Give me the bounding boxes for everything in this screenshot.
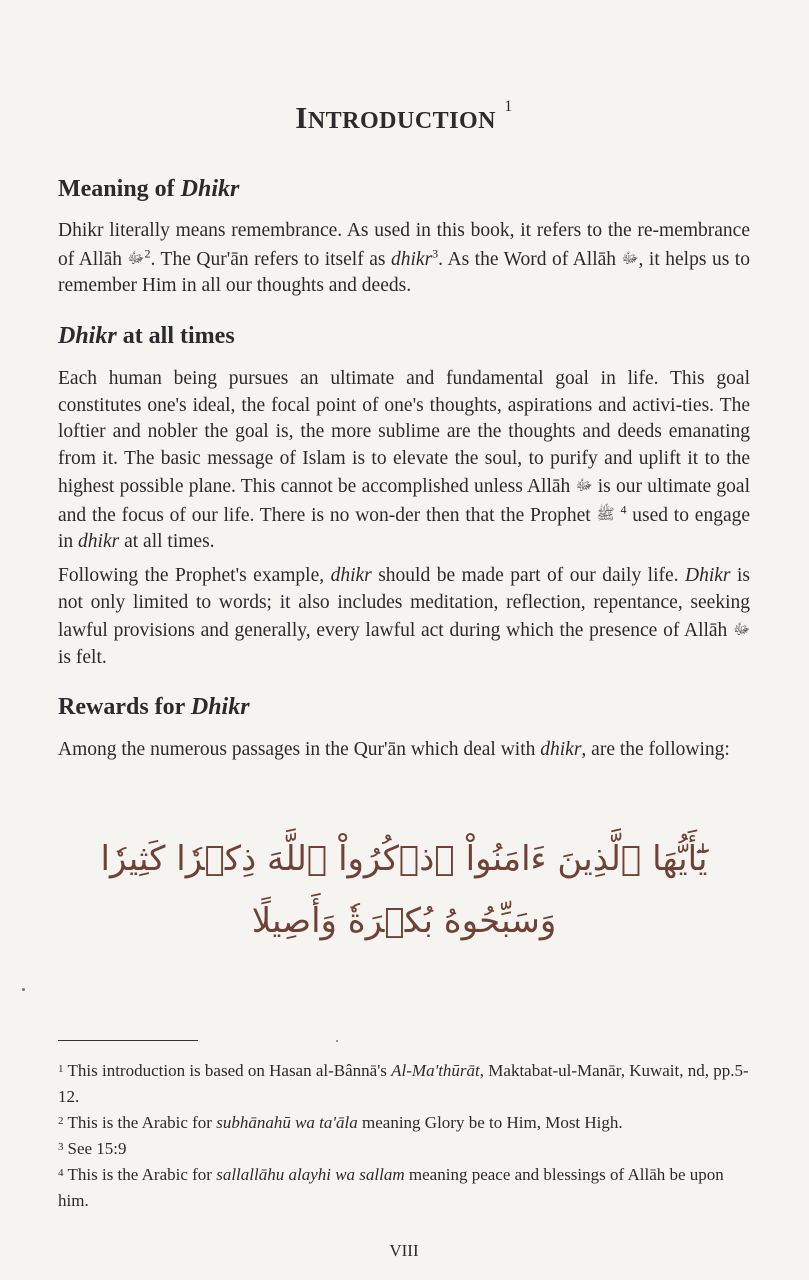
italic-run: sallallāhu alayhi wa sallam [216,1165,405,1184]
heading-meaning-of-dhikr [58,176,239,203]
footnote-number: 2 [58,1115,64,1127]
text-run: should be made part of our daily life. [371,565,686,586]
paragraph-rewards [58,737,750,764]
title-rest: NTRODUCTION [307,108,496,134]
text-run: Following the Prophet's example, [58,565,331,586]
book-page [58,0,750,1280]
verse-line-1: يَٰٓأَيُّهَا ٱلَّذِينَ ءَامَنُواْ ٱذۡكُرُواْ ٱللَّهَ ذِكۡرٗا كَثِيرٗا [100,839,708,879]
text-run: This is the Arabic for [67,1165,217,1184]
text-run: is felt. [58,646,107,668]
footnote-divider [58,1040,198,1041]
text-run: is not only limited to words; it also includes meditation, reflection, repentance, seeking lawful provisions and generally, every lawful act during which the presence of Allāh [58,565,750,641]
italic-run: dhikr [540,739,582,760]
footnote-3 [58,1136,750,1162]
verse-line-2: وَسَبِّحُوهُ بُكۡرَةٗ وَأَصِيلًا [251,901,557,941]
text-run: , it helps us to remember Him in all our thoughts and deeds. [58,248,750,296]
paragraph-example [58,563,750,671]
italic-run: subhānahū wa ta'āla [216,1113,358,1132]
heading-dhikr-at-all-times [58,323,235,350]
text-run: Each human being pursues an ultimate and fundamental goal in life. This goal constitutes one's ideal, the focal point of one's thoughts, aspirations and activi-ties. The loftier and nobler the goal is, the more sublime are the thoughts and deeds emanating from it. The basic message of Islam is to elevate the soul, to purify and uplift it to the highest possible plane. This cannot be accomplished unless Allāh [58,368,750,497]
heading-text: Meaning of [58,176,181,202]
footnote-number: 4 [58,1167,64,1179]
honorific-glyph: ﷻ [621,248,639,267]
italic-run: dhikr [391,248,433,270]
heading-italic-text: Dhikr [180,176,240,202]
text-run: Among the numerous passages in the Qur'ān which deal with [58,739,541,760]
heading-rewards-for-dhikr [58,694,250,721]
italic-run: Dhikr [685,565,731,586]
honorific-glyph: ﷻ [127,248,145,267]
heading-italic-text: Dhikr [58,323,117,349]
text-run: is our ultimate goal and the focus of our life. There is no won-der then that the Prophet [58,476,750,526]
text-run: Dhikr literally means remembrance. As used in this book, it refers to the re-membrance of Allāh [58,220,750,270]
footnotes [58,1058,750,1214]
paragraph-goal [58,366,750,556]
text-run: See 15:9 [67,1139,127,1158]
heading-text: Rewards for [58,694,191,720]
text-run: This is the Arabic for [67,1113,217,1132]
footnote-number: 3 [58,1141,64,1153]
quran-verse [58,828,750,952]
heading-text: at all times [116,323,235,349]
text-run: . As the Word of Allāh [438,248,622,270]
honorific-glyph: ﷺ [596,504,615,523]
footnote-marker: 3 [432,246,439,260]
footnote-number: 1 [58,1063,64,1075]
text-run: used to engage in [58,504,751,552]
text-run: at all times. [119,531,215,552]
heading-italic-text: Dhikr [190,694,250,720]
scan-speck [336,1040,338,1042]
italic-run: dhikr [78,531,120,552]
footnote-2 [58,1110,750,1136]
text-run: , Maktabat-ul-Manār, Kuwait, nd, pp.5-12. [58,1061,749,1106]
text-run: meaning Glory be to Him, Most High. [357,1113,623,1132]
footnote-1 [58,1058,750,1110]
honorific-glyph: ﷻ [575,476,593,494]
page-number: VIII [389,1241,419,1260]
scan-speck [22,988,25,991]
text-run: This introduction is based on Hasan al-Bânnā's [67,1061,392,1080]
footnote-4 [58,1162,750,1214]
title-footnote-marker: 1 [504,98,513,115]
title-initial: I [295,100,308,135]
footnote-marker: 4 [620,502,627,516]
chapter-title [58,100,750,136]
italic-run: dhikr [330,565,372,586]
text-run: meaning peace and blessings of Allāh be upon him. [58,1165,724,1210]
honorific-glyph: ﷻ [733,620,750,638]
text-run: . The Qur'ān refers to itself as [150,248,391,270]
paragraph-meaning [58,218,750,300]
footnote-marker: 2 [144,246,151,260]
italic-run: Al-Ma'thūrāt [391,1061,480,1080]
text-run: , are the following: [581,739,730,760]
